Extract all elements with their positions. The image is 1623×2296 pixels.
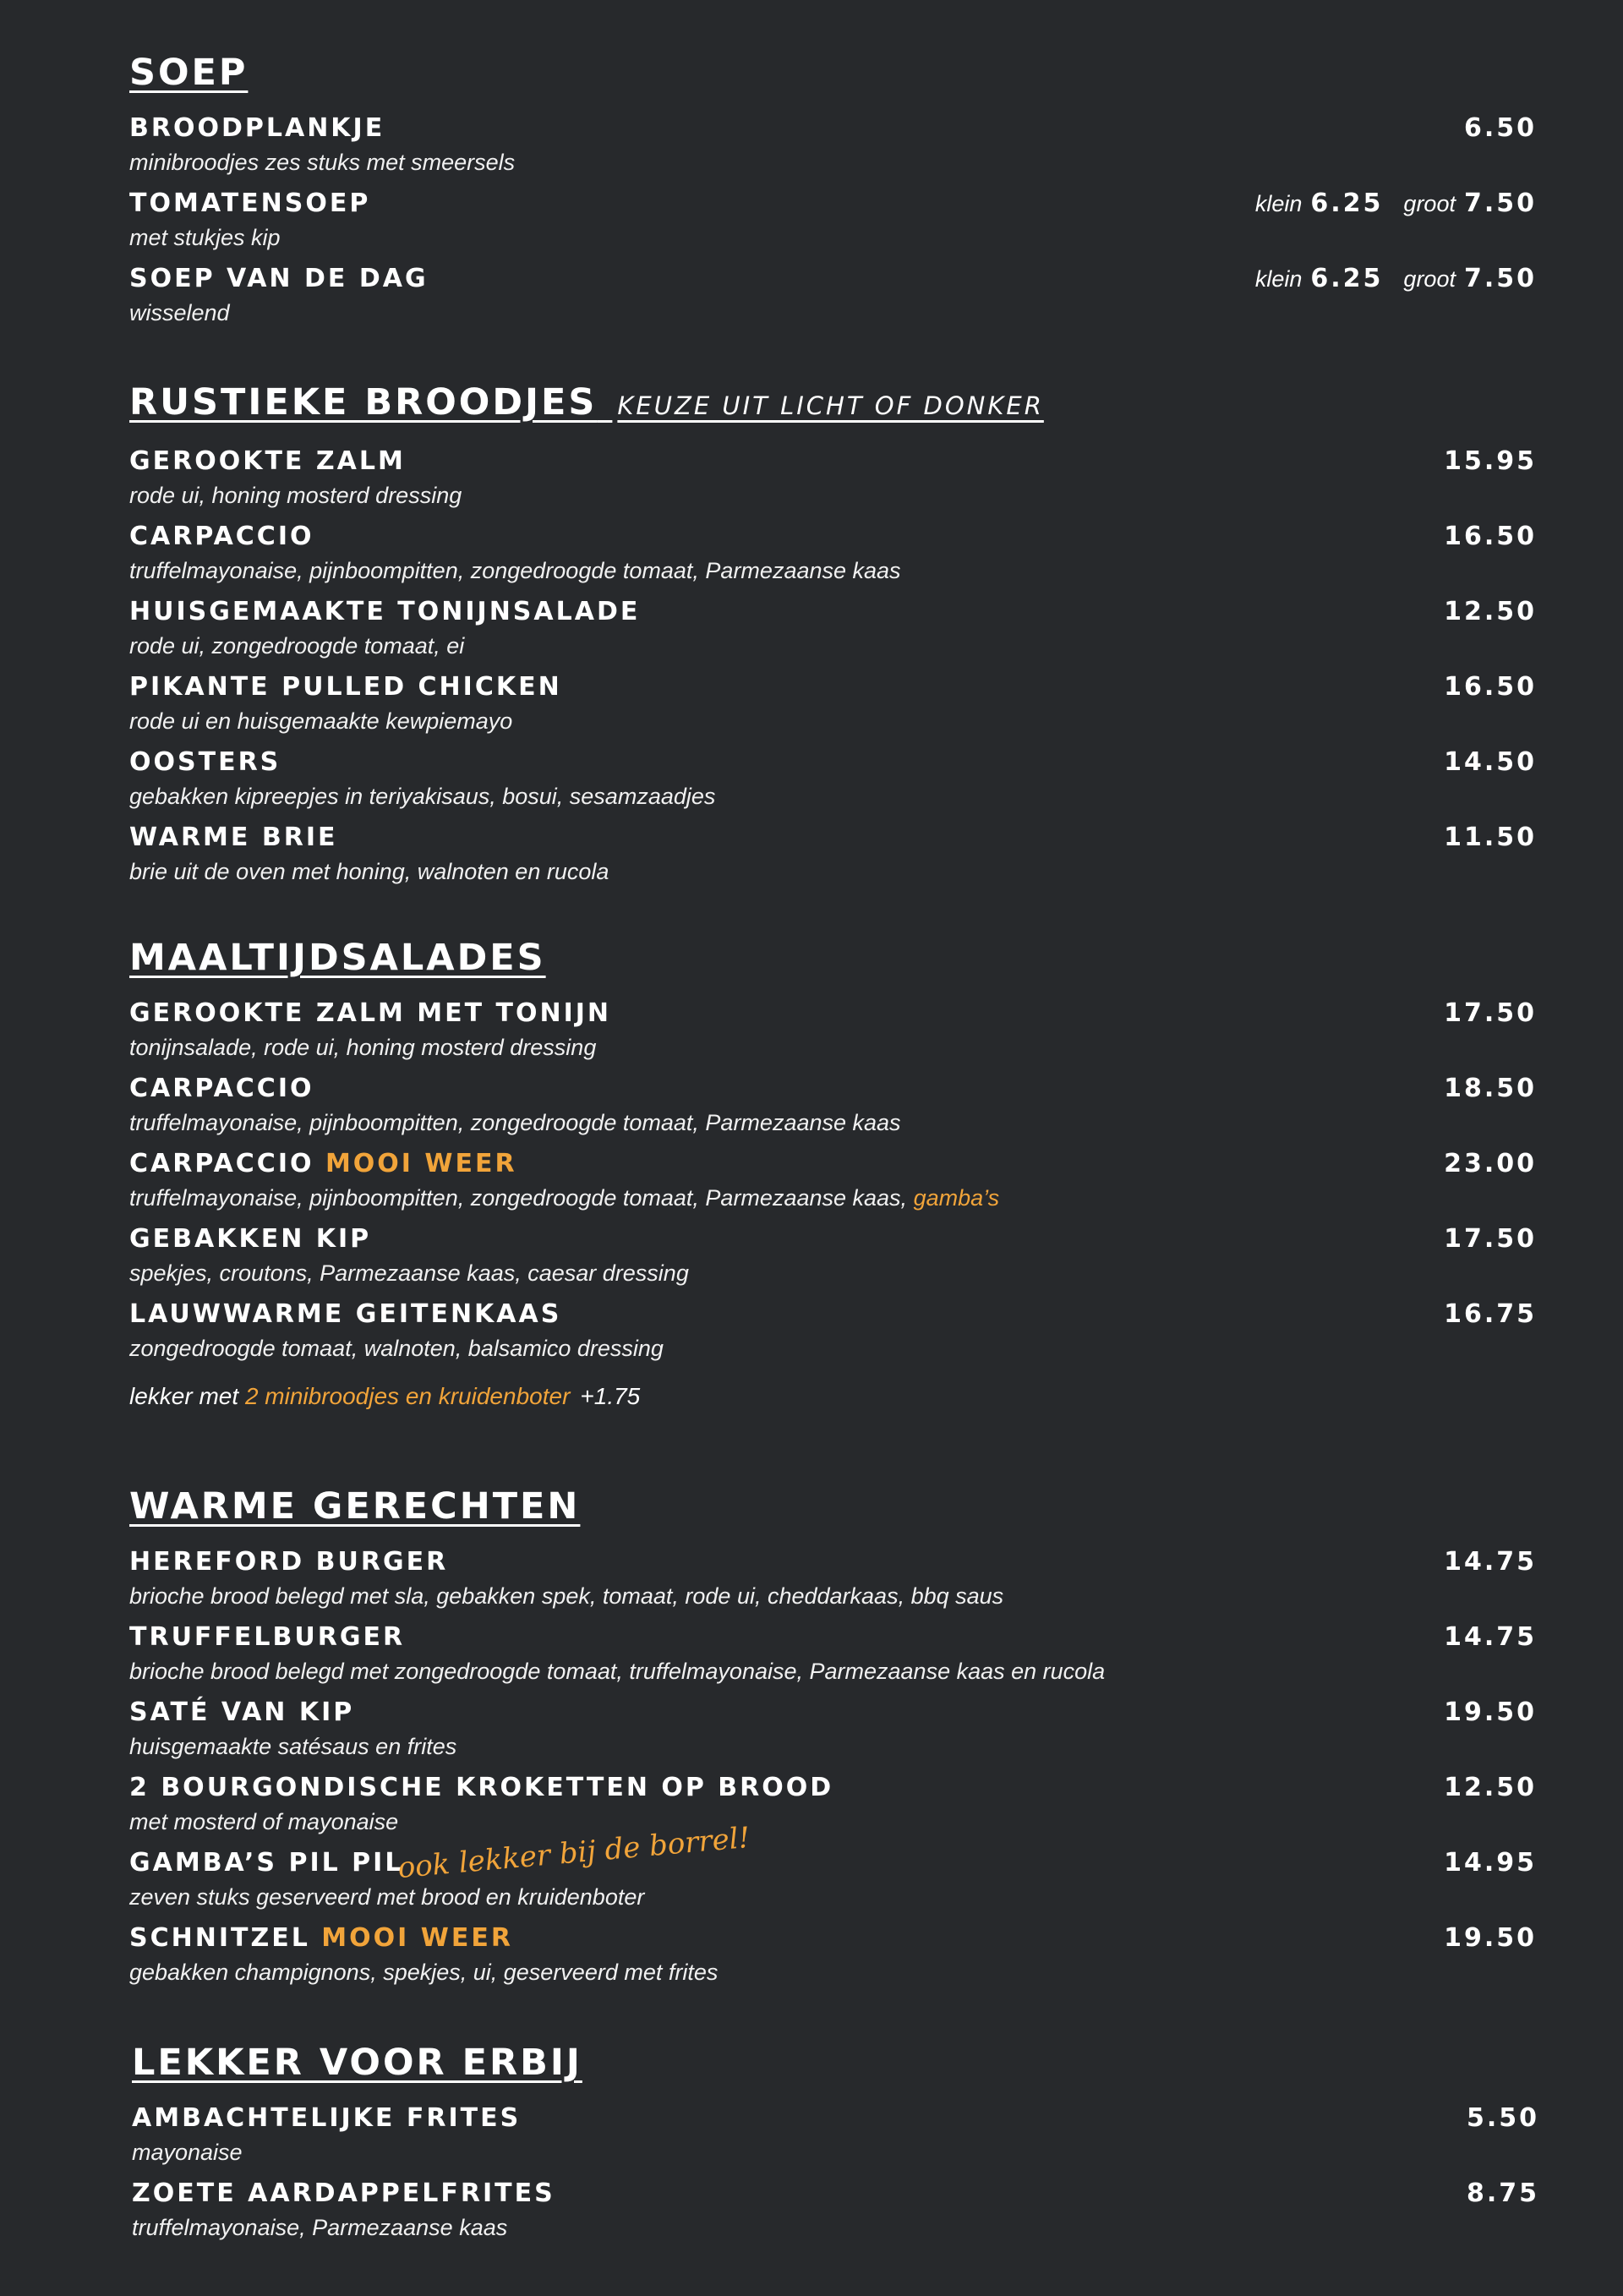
item-description: brioche brood belegd met zongedroogde tomaat, truffelmayonaise, Parmezaanse kaas en rucola xyxy=(129,1659,1106,1684)
item-name: BROODPLANKJE xyxy=(129,113,385,143)
price-klein: 6.25 xyxy=(1310,189,1384,218)
section-title: WARME GERECHTEN xyxy=(129,1485,581,1528)
item-name: CARPACCIO xyxy=(129,1074,314,1103)
section-lekker-voor-erbij xyxy=(132,2039,1539,2252)
item-name: GEROOKTE ZALM xyxy=(129,446,406,476)
item-price: 15.95 xyxy=(1444,446,1537,476)
item-price: 12.50 xyxy=(1444,597,1537,626)
item-description: minibroodjes zes stuks met smeersels xyxy=(129,150,516,175)
section-title xyxy=(129,379,1537,429)
item-name: OOSTERS xyxy=(129,747,281,777)
item-price: 17.50 xyxy=(1444,998,1537,1028)
item-name: TOMATENSOEP xyxy=(129,189,371,218)
price-groot: 7.50 xyxy=(1463,264,1537,293)
item-price: 16.50 xyxy=(1444,522,1537,551)
menu-item xyxy=(129,1545,1537,1621)
item-price: 16.50 xyxy=(1444,672,1537,702)
item-name xyxy=(129,1922,513,1955)
item-price: 14.95 xyxy=(1444,1848,1537,1878)
menu-item xyxy=(129,670,1537,746)
menu-item xyxy=(129,1922,1537,1997)
section-title: LEKKER VOOR ERBIJ xyxy=(132,2042,582,2084)
item-price: 18.50 xyxy=(1444,1074,1537,1103)
mooi-weer-badge: MOOI WEER xyxy=(321,1923,513,1953)
item-name: GAMBA’S PIL PIL xyxy=(129,1848,404,1878)
size-label-klein: klein xyxy=(1254,266,1303,292)
menu-item xyxy=(129,821,1537,896)
menu-item xyxy=(129,997,1537,1072)
item-description: mayonaise xyxy=(132,2140,243,2165)
item-name: AMBACHTELIJKE FRITES xyxy=(132,2103,522,2133)
section-maaltijdsalades xyxy=(129,934,1537,1410)
mooi-weer-badge: MOOI WEER xyxy=(325,1149,517,1178)
item-description: met stukjes kip xyxy=(129,225,281,250)
item-description: brie uit de oven met honing, walnoten en rucola xyxy=(129,859,609,884)
item-price: 12.50 xyxy=(1444,1773,1537,1802)
item-price: 14.75 xyxy=(1444,1547,1537,1577)
item-price: 19.50 xyxy=(1444,1697,1537,1727)
item-description: rode ui en huisgemaakte kewpiemayo xyxy=(129,708,513,734)
item-name: WARME BRIE xyxy=(129,823,338,852)
item-price: 11.50 xyxy=(1444,823,1537,852)
menu-item xyxy=(132,2177,1539,2252)
item-description: gebakken champignons, spekjes, ui, geserveerd met frites xyxy=(129,1960,719,1985)
item-description: wisselend xyxy=(129,300,230,325)
section-title: MAALTIJDSALADES xyxy=(129,937,546,979)
item-price: 5.50 xyxy=(1466,2103,1539,2133)
item-description: brioche brood belegd met sla, gebakken spek, tomaat, rode ui, cheddarkaas, bbq saus xyxy=(129,1583,1004,1609)
menu-item xyxy=(132,2102,1539,2177)
menu-item xyxy=(129,1298,1537,1373)
menu-item xyxy=(129,1072,1537,1147)
item-name: LAUWWARME GEITENKAAS xyxy=(129,1299,562,1329)
item-name: CARPACCIO xyxy=(129,522,314,551)
item-price: 23.00 xyxy=(1444,1149,1537,1178)
item-name: 2 BOURGONDISCHE KROKETTEN OP BROOD xyxy=(129,1773,834,1802)
item-description: met mosterd of mayonaise xyxy=(129,1809,399,1834)
menu-item xyxy=(129,445,1537,520)
item-description-accent: gamba’s xyxy=(913,1185,1000,1211)
item-description: spekjes, croutons, Parmezaanse kaas, caesar dressing xyxy=(129,1260,689,1286)
item-description: tonijnsalade, rode ui, honing mosterd dressing xyxy=(129,1035,597,1060)
size-label-groot: groot xyxy=(1403,266,1456,292)
item-description: huisgemaakte satésaus en frites xyxy=(129,1734,457,1759)
item-name: GEBAKKEN KIP xyxy=(129,1224,372,1254)
item-name: SOEP VAN DE DAG xyxy=(129,264,429,293)
item-name: HEREFORD BURGER xyxy=(129,1547,449,1577)
item-name: TRUFFELBURGER xyxy=(129,1622,406,1652)
item-description: zeven stuks geserveerd met brood en kruidenboter xyxy=(129,1884,645,1910)
size-label-klein: klein xyxy=(1254,191,1303,216)
menu-item xyxy=(129,1621,1537,1696)
section-subtitle: KEUZE UIT LICHT OF DONKER xyxy=(617,391,1044,420)
item-description: rode ui, honing mosterd dressing xyxy=(129,483,462,508)
section-rustieke-broodjes xyxy=(129,379,1537,896)
item-price: 19.50 xyxy=(1444,1923,1537,1953)
menu-item xyxy=(129,262,1537,337)
item-price: 16.75 xyxy=(1444,1299,1537,1329)
borrel-tagline: ook lekker bij de borrel! xyxy=(396,1820,751,1886)
section-warme-gerechten xyxy=(129,1483,1537,1997)
item-price: 14.50 xyxy=(1444,747,1537,777)
item-description: truffelmayonaise, pijnboompitten, zongedroogde tomaat, Parmezaanse kaas xyxy=(129,558,901,583)
price-klein: 6.25 xyxy=(1310,264,1384,293)
extra-prefix: lekker met xyxy=(129,1383,239,1409)
item-name: ZOETE AARDAPPELFRITES xyxy=(132,2178,555,2208)
item-description-text: truffelmayonaise, pijnboompitten, zongedroogde tomaat, Parmezaanse kaas, xyxy=(129,1185,908,1211)
section-title: SOEP xyxy=(129,52,249,94)
item-name: GEROOKTE ZALM MET TONIJN xyxy=(129,998,612,1028)
section-soep xyxy=(129,49,1537,337)
menu-item xyxy=(129,1222,1537,1298)
menu-item xyxy=(129,1771,1537,1846)
item-size-prices xyxy=(1255,187,1537,221)
section-title-text: RUSTIEKE BROODJES xyxy=(129,381,598,424)
size-label-groot: groot xyxy=(1403,191,1456,216)
item-description: gebakken kipreepjes in teriyakisaus, bosui, sesamzaadjes xyxy=(129,784,716,809)
item-size-prices xyxy=(1255,262,1537,296)
item-name: PIKANTE PULLED CHICKEN xyxy=(129,672,562,702)
item-price: 14.75 xyxy=(1444,1622,1537,1652)
menu-item xyxy=(129,1147,1537,1222)
item-description: truffelmayonaise, pijnboompitten, zongedroogde tomaat, Parmezaanse kaas xyxy=(129,1110,901,1135)
item-name xyxy=(129,1147,517,1181)
item-price: 17.50 xyxy=(1444,1224,1537,1254)
extra-price: +1.75 xyxy=(580,1383,641,1409)
item-name: SATÉ VAN KIP xyxy=(129,1697,355,1727)
item-price: 6.50 xyxy=(1463,113,1537,143)
menu-item xyxy=(129,187,1537,262)
menu-item xyxy=(129,1696,1537,1771)
item-description: zongedroogde tomaat, walnoten, balsamico dressing xyxy=(129,1336,664,1361)
menu-item xyxy=(129,746,1537,821)
item-description xyxy=(129,1184,999,1212)
price-groot: 7.50 xyxy=(1463,189,1537,218)
item-description: rode ui, zongedroogde tomaat, ei xyxy=(129,633,465,659)
menu-item xyxy=(129,112,1537,187)
extra-accent: 2 minibroodjes en kruidenboter xyxy=(244,1383,571,1409)
menu-item xyxy=(129,595,1537,670)
menu-item xyxy=(129,520,1537,595)
item-description: truffelmayonaise, Parmezaanse kaas xyxy=(132,2215,508,2240)
item-name-text: SCHNITZEL xyxy=(129,1923,310,1953)
item-price: 8.75 xyxy=(1466,2178,1539,2208)
item-name-text: CARPACCIO xyxy=(129,1149,314,1178)
salad-extra-note xyxy=(129,1383,1537,1410)
item-name: HUISGEMAAKTE TONIJNSALADE xyxy=(129,597,641,626)
